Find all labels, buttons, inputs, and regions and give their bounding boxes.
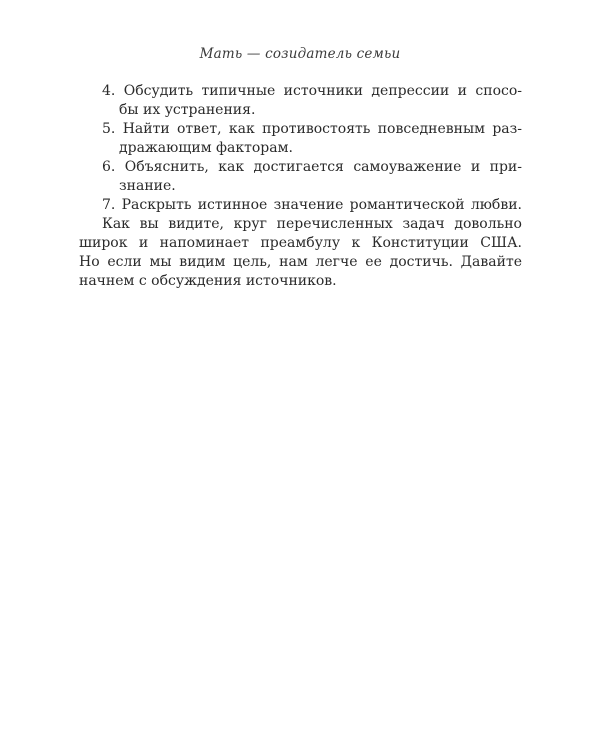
body-text	[79, 82, 522, 291]
paragraph-line-4: начнем с обсуждения источников.	[79, 273, 337, 289]
list-item-4-line-1: 4. Обсудить типичные источники депрессии и спосо-	[102, 83, 522, 99]
list-item-4-line-2: бы их устранения.	[119, 102, 256, 118]
list-item-5-line-1: 5. Найти ответ, как противостоять повседневным раз-	[102, 121, 522, 137]
list-item-6-line-2: знание.	[119, 178, 176, 194]
list-item-7-line-1: 7. Раскрыть истинное значение романтической любви.	[102, 197, 522, 213]
paragraph-line-2: широк и напоминает преамбулу к Конституции США.	[79, 235, 522, 251]
running-head: Мать — созидатель семьи	[199, 46, 401, 62]
list-item-6-line-1: 6. Объяснить, как достигается самоуважение и при-	[102, 159, 522, 175]
paragraph-line-3: Но если мы видим цель, нам легче ее достичь. Давайте	[79, 254, 522, 270]
paragraph-line-1: Как вы видите, круг перечисленных задач довольно	[102, 216, 522, 232]
list-item-5-line-2: дражающим факторам.	[119, 140, 293, 156]
